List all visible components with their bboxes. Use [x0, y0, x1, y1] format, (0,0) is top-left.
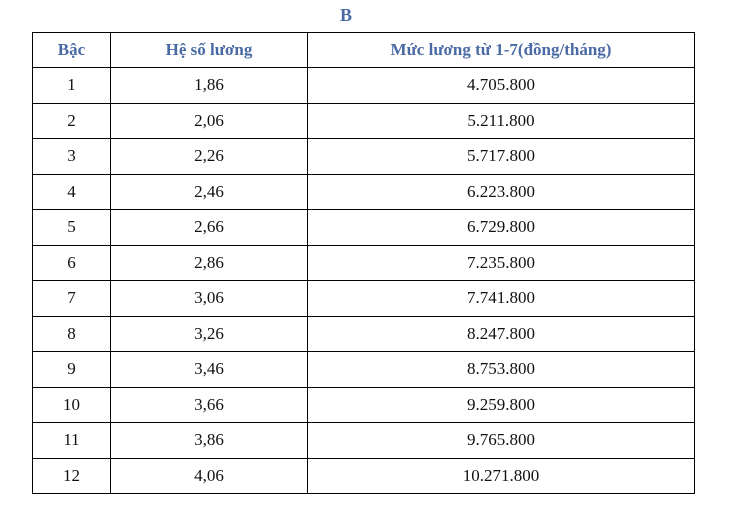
salary-cell: 7.741.800: [308, 281, 695, 317]
table-row: [33, 210, 695, 246]
table-row: [33, 458, 695, 494]
salary-cell: 6.223.800: [308, 174, 695, 210]
coefficient-cell: 3,66: [111, 387, 308, 423]
coefficient-cell: 2,26: [111, 139, 308, 175]
salary-cell: 8.247.800: [308, 316, 695, 352]
salary-cell: 5.717.800: [308, 139, 695, 175]
header-grade: Bậc: [33, 33, 111, 68]
salary-cell: 6.729.800: [308, 210, 695, 246]
table-row: [33, 68, 695, 104]
coefficient-cell: 2,86: [111, 245, 308, 281]
document-title: B: [339, 5, 352, 25]
grade-cell: 12: [33, 458, 111, 494]
header-row: [33, 33, 695, 68]
salary-cell: 8.753.800: [308, 352, 695, 388]
grade-cell: 9: [33, 352, 111, 388]
coefficient-cell: 1,86: [111, 68, 308, 104]
salary-cell: 4.705.800: [308, 68, 695, 104]
salary-cell: 7.235.800: [308, 245, 695, 281]
salary-cell: 9.765.800: [308, 423, 695, 459]
grade-cell: 5: [33, 210, 111, 246]
coefficient-cell: 4,06: [111, 458, 308, 494]
coefficient-cell: 2,46: [111, 174, 308, 210]
grade-cell: 10: [33, 387, 111, 423]
salary-table: [32, 32, 695, 494]
grade-cell: 1: [33, 68, 111, 104]
header-salary: Mức lương từ 1-7(đồng/tháng): [308, 33, 695, 68]
table-row: [33, 139, 695, 175]
grade-cell: 8: [33, 316, 111, 352]
coefficient-cell: 2,66: [111, 210, 308, 246]
coefficient-cell: 2,06: [111, 103, 308, 139]
grade-cell: 3: [33, 139, 111, 175]
grade-cell: 6: [33, 245, 111, 281]
table-row: [33, 423, 695, 459]
table-row: [33, 174, 695, 210]
salary-cell: 10.271.800: [308, 458, 695, 494]
coefficient-cell: 3,86: [111, 423, 308, 459]
table-row: [33, 387, 695, 423]
table-row: [33, 245, 695, 281]
table-body: [33, 68, 695, 494]
salary-cell: 5.211.800: [308, 103, 695, 139]
header-coefficient: Hệ số lương: [111, 33, 308, 68]
coefficient-cell: 3,26: [111, 316, 308, 352]
table-header: [33, 33, 695, 68]
coefficient-cell: 3,06: [111, 281, 308, 317]
grade-cell: 7: [33, 281, 111, 317]
grade-cell: 2: [33, 103, 111, 139]
grade-cell: 4: [33, 174, 111, 210]
grade-cell: 11: [33, 423, 111, 459]
table-row: [33, 316, 695, 352]
table-row: [33, 281, 695, 317]
coefficient-cell: 3,46: [111, 352, 308, 388]
table-row: [33, 352, 695, 388]
salary-cell: 9.259.800: [308, 387, 695, 423]
table-row: [33, 103, 695, 139]
